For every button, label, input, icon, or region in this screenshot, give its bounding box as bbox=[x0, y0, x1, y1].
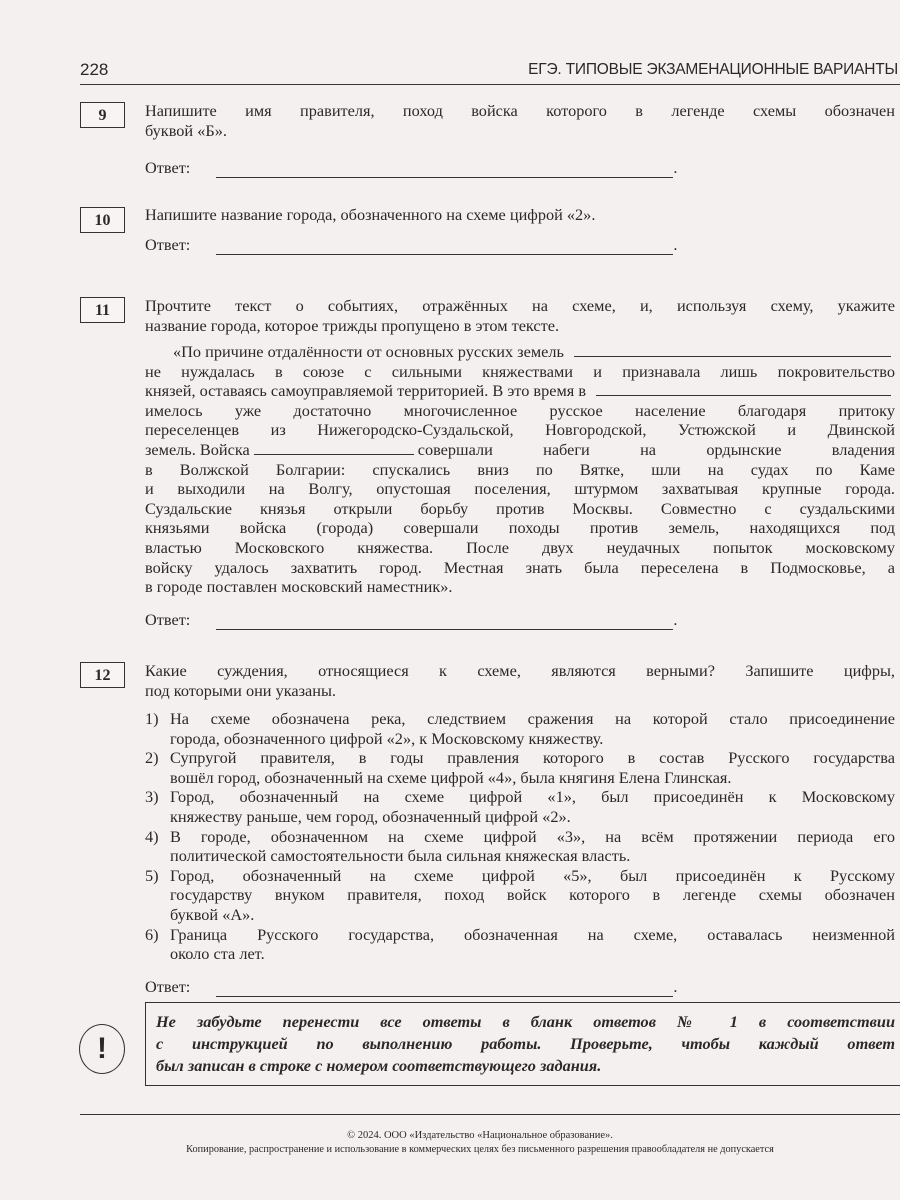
answer-blank bbox=[574, 342, 891, 357]
footer-divider bbox=[80, 1114, 900, 1115]
quote-line bbox=[145, 342, 895, 362]
statement-number: 6) bbox=[145, 924, 159, 944]
quote-text: в Волжской Болгарии: спускались вниз по Вятке, шли на судах по Каме bbox=[145, 459, 895, 479]
quote-line bbox=[145, 538, 895, 558]
header-divider bbox=[80, 84, 900, 85]
task-number-12: 12 bbox=[80, 662, 125, 688]
task-10-answer bbox=[145, 235, 677, 255]
answer-label: Ответ: bbox=[145, 235, 191, 254]
task-number-9: 9 bbox=[80, 102, 125, 128]
statement-number: 4) bbox=[145, 826, 159, 846]
answer-field[interactable] bbox=[216, 240, 673, 255]
task-11-answer bbox=[145, 610, 677, 630]
answer-label: Ответ: bbox=[145, 158, 191, 177]
answer-field[interactable] bbox=[216, 982, 673, 997]
quote-text: князьями войска (города) совершали походы против земель, находящихся под bbox=[145, 518, 895, 538]
quote-text: в городе поставлен московский наместник». bbox=[145, 577, 453, 597]
statement-text bbox=[170, 787, 895, 826]
statement-number: 5) bbox=[145, 865, 159, 885]
quote-text: земель. Войска bbox=[145, 439, 250, 459]
page-number: 228 bbox=[80, 60, 109, 79]
answer-label: Ответ: bbox=[145, 977, 191, 996]
statement-item bbox=[145, 866, 895, 925]
quote-line bbox=[145, 558, 895, 578]
quote-text: войску удалось захватить город. Местная знать была переселена в Подмосковье, а bbox=[145, 557, 895, 577]
task-10-text bbox=[145, 205, 895, 225]
footer-copyright: © 2024. ООО «Издательство «Национальное образование». bbox=[347, 1130, 613, 1141]
quote-line bbox=[145, 577, 895, 597]
answer-dot: . bbox=[673, 977, 678, 996]
quote-line bbox=[145, 518, 895, 538]
text-line: Граница Русского государства, обозначенная на схеме, оставалась неизменной bbox=[170, 924, 895, 944]
task-9-answer bbox=[145, 158, 677, 178]
answer-label: Ответ: bbox=[145, 610, 191, 629]
text-line: название города, которое трижды пропущено в этом тексте. bbox=[145, 315, 560, 335]
text-line: под которыми они указаны. bbox=[145, 680, 337, 700]
text-line: буквой «Б». bbox=[145, 120, 227, 140]
statement-text bbox=[170, 748, 895, 787]
answer-dot: . bbox=[673, 158, 678, 177]
quote-line bbox=[145, 499, 895, 519]
quote-line bbox=[145, 362, 895, 382]
text-line: Напишите имя правителя, поход войска которого в легенде схемы обозначен bbox=[145, 101, 895, 120]
quote-text: не нуждалась в союзе с сильными княжествами и признавала лишь покровительство bbox=[145, 361, 895, 381]
text-line: около ста лет. bbox=[170, 944, 265, 964]
statement-item bbox=[145, 925, 895, 964]
text-line: княжеству раньше, чем город, обозначенный цифрой «2». bbox=[170, 806, 571, 826]
task-12-statements bbox=[145, 709, 895, 964]
text-line: Не забудьте перенести все ответы в бланк ответов № 1 в соответствии bbox=[156, 1012, 895, 1031]
reminder-notice bbox=[145, 1002, 900, 1086]
statement-text bbox=[170, 925, 895, 964]
quote-text: властью Московского княжества. После двух неудачных попыток московскому bbox=[145, 537, 895, 557]
answer-dot: . bbox=[673, 235, 678, 254]
quote-line bbox=[145, 381, 895, 401]
task-9-text bbox=[145, 101, 895, 140]
text-line: государству внуком правителя, поход войск которого в легенде схемы обозначен bbox=[170, 885, 895, 905]
exclamation-circle-icon: ! bbox=[79, 1024, 125, 1074]
statement-text bbox=[170, 709, 895, 748]
quote-text: совершали набеги на ордынские владения bbox=[417, 439, 895, 459]
text-line: вошёл город, обозначенный на схеме цифрой «4», была княгиня Елена Глинская. bbox=[170, 767, 732, 787]
quote-line bbox=[145, 460, 895, 480]
quote-text: «По причине отдалённости от основных русских земель bbox=[173, 342, 564, 361]
running-header-title: ЕГЭ. ТИПОВЫЕ ЭКЗАМЕНАЦИОННЫЕ ВАРИАНТЫ bbox=[528, 61, 898, 78]
quote-text: князей, оставаясь самоуправляемой территорией. В это время в bbox=[145, 381, 587, 401]
quote-text: и выходили на Волгу, опустошая поселения, штурмом захватывая крупные города. bbox=[145, 479, 895, 499]
task-11-quote bbox=[145, 342, 895, 597]
text-line: был записан в строке с номером соответствующего задания. bbox=[156, 1056, 602, 1075]
statement-item bbox=[145, 709, 895, 748]
text-line: буквой «А». bbox=[170, 904, 255, 924]
statement-text bbox=[170, 866, 895, 925]
answer-field[interactable] bbox=[216, 163, 673, 178]
quote-line bbox=[145, 479, 895, 499]
text-line: Город, обозначенный на схеме цифрой «5», был присоединён к Русскому bbox=[170, 865, 895, 885]
task-number-10: 10 bbox=[80, 207, 125, 233]
quote-line bbox=[145, 440, 895, 460]
task-12-text bbox=[145, 661, 895, 700]
task-12-answer bbox=[145, 977, 677, 997]
statement-number: 1) bbox=[145, 709, 159, 728]
text-line: с инструкцией по выполнению работы. Проверьте, чтобы каждый ответ bbox=[156, 1034, 895, 1053]
answer-field[interactable] bbox=[216, 615, 673, 630]
text-line: Прочтите текст о событиях, отражённых на схеме, и, используя схему, укажите bbox=[145, 296, 895, 315]
answer-blank bbox=[596, 381, 891, 396]
statement-item bbox=[145, 787, 895, 826]
task-11-text bbox=[145, 296, 895, 335]
quote-text: имелось уже достаточно многочисленное русское население благодаря притоку bbox=[145, 400, 895, 420]
answer-blank bbox=[254, 440, 414, 455]
statement-item bbox=[145, 748, 895, 787]
text-line: политической самостоятельности была сильная княжеская власть. bbox=[170, 846, 631, 866]
statement-number: 3) bbox=[145, 787, 159, 807]
task-number-11: 11 bbox=[80, 297, 125, 323]
text-line: Напишите название города, обозначенного на схеме цифрой «2». bbox=[145, 205, 596, 224]
text-line: В городе, обозначенном на схеме цифрой «3», на всём протяжении периода его bbox=[170, 826, 895, 846]
text-line: Какие суждения, относящиеся к схеме, являются верными? Запишите цифры, bbox=[145, 661, 895, 680]
statement-number: 2) bbox=[145, 748, 159, 768]
quote-text: Суздальские князья открыли борьбу против Москвы. Совместно с суздальскими bbox=[145, 498, 895, 518]
quote-line bbox=[145, 401, 895, 421]
text-line: Город, обозначенный на схеме цифрой «1», был присоединён к Московскому bbox=[170, 787, 895, 807]
statement-item bbox=[145, 827, 895, 866]
quote-text: переселенцев из Нижегородско-Суздальской, Новгородской, Устюжской и Двинской bbox=[145, 420, 895, 440]
footer-copy-notice: Копирование, распространение и использование в коммерческих целях без письменного разрешения правообладателя не допускается bbox=[186, 1144, 774, 1155]
text-line: города, обозначенного цифрой «2», к Московскому княжеству. bbox=[170, 728, 604, 748]
text-line: На схеме обозначена река, следствием сражения на которой стало присоединение bbox=[170, 709, 895, 728]
statement-text bbox=[170, 827, 895, 866]
answer-dot: . bbox=[673, 610, 678, 629]
text-line: Супругой правителя, в годы правления которого в состав Русского государства bbox=[170, 748, 895, 768]
quote-line bbox=[145, 420, 895, 440]
